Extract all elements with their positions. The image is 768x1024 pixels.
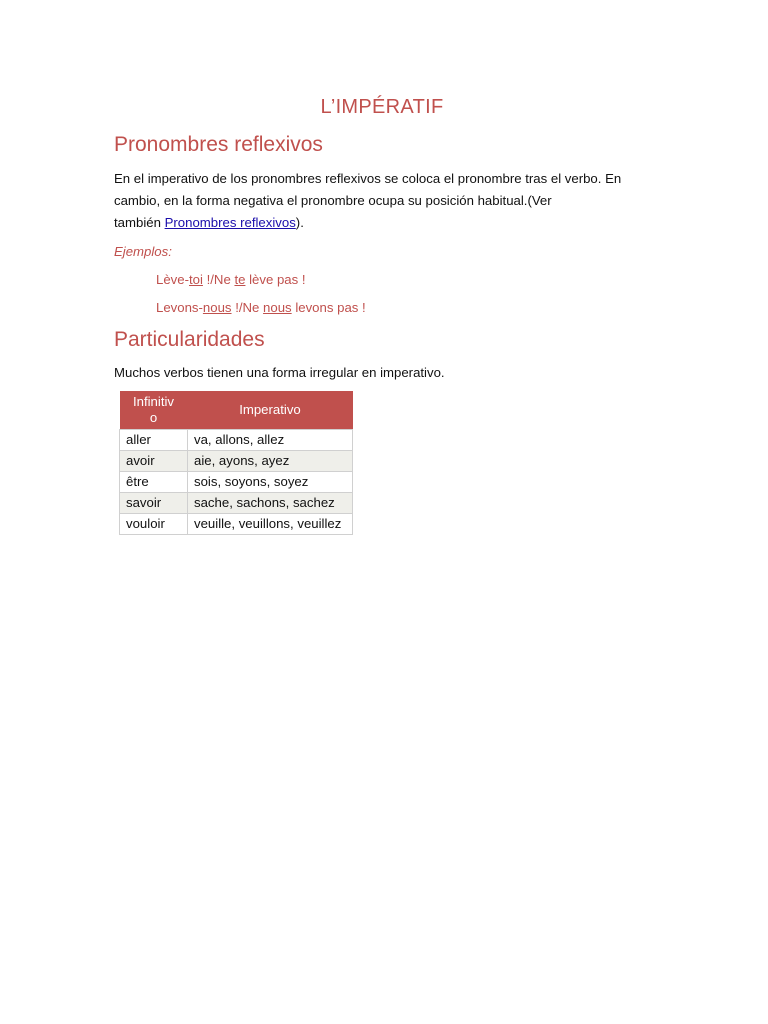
infinitive-cell: avoir bbox=[120, 451, 188, 472]
example-pronoun: toi bbox=[189, 272, 203, 287]
example-line bbox=[156, 272, 306, 287]
paragraph-line: En el imperativo de los pronombres reflexivos se coloca el pronombre tras el verbo. En bbox=[114, 171, 622, 186]
heading-pronombres-reflexivos: Pronombres reflexivos bbox=[114, 133, 323, 156]
page-title: L’IMPÉRATIF bbox=[320, 96, 444, 118]
infinitive-cell: vouloir bbox=[120, 514, 188, 535]
table-row bbox=[120, 430, 353, 451]
example-pronoun: nous bbox=[202, 300, 232, 315]
imperative-cell: sois, soyons, soyez bbox=[188, 472, 353, 493]
ejemplos-label: Ejemplos: bbox=[114, 244, 172, 259]
infinitive-cell: être bbox=[120, 472, 188, 493]
header-imperativo: Imperativo bbox=[188, 391, 353, 430]
example-text: lève pas ! bbox=[245, 272, 306, 287]
infinitive-cell: savoir bbox=[120, 493, 188, 514]
pronombres-reflexivos-link[interactable]: Pronombres reflexivos bbox=[164, 215, 296, 230]
example-text: !/Ne bbox=[231, 300, 264, 315]
example-text: !/Ne bbox=[202, 272, 235, 287]
imperative-cell: sache, sachons, sachez bbox=[188, 493, 353, 514]
infinitive-cell: aller bbox=[120, 430, 188, 451]
imperative-cell: veuille, veuillons, veuillez bbox=[188, 514, 353, 535]
paragraph-particularidades: Muchos verbos tienen una forma irregular en imperativo. bbox=[114, 365, 445, 380]
paragraph-line bbox=[114, 212, 644, 234]
table-row bbox=[120, 514, 353, 535]
example-text: levons pas ! bbox=[291, 300, 366, 315]
imperative-verbs-table bbox=[119, 391, 353, 535]
paragraph-text: también bbox=[114, 215, 165, 230]
header-text: Infinitiv bbox=[132, 394, 175, 409]
imperative-cell: va, allons, allez bbox=[188, 430, 353, 451]
paragraph-line: cambio, en la forma negativa el pronombre ocupa su posición habitual.(Ver bbox=[114, 193, 552, 208]
example-line bbox=[156, 300, 366, 315]
header-infinitivo bbox=[120, 391, 188, 430]
example-text: Levons- bbox=[156, 300, 203, 315]
paragraph-reflexivos bbox=[114, 168, 644, 234]
heading-particularidades: Particularidades bbox=[114, 328, 265, 351]
example-pronoun: nous bbox=[263, 300, 292, 315]
paragraph-text: ). bbox=[295, 215, 304, 230]
imperative-cell: aie, ayons, ayez bbox=[188, 451, 353, 472]
example-pronoun: te bbox=[234, 272, 246, 287]
example-text: Lève- bbox=[156, 272, 189, 287]
table-row bbox=[120, 472, 353, 493]
table-row bbox=[120, 493, 353, 514]
table-row bbox=[120, 451, 353, 472]
header-text: o bbox=[149, 410, 158, 425]
table-header-row bbox=[120, 391, 353, 430]
